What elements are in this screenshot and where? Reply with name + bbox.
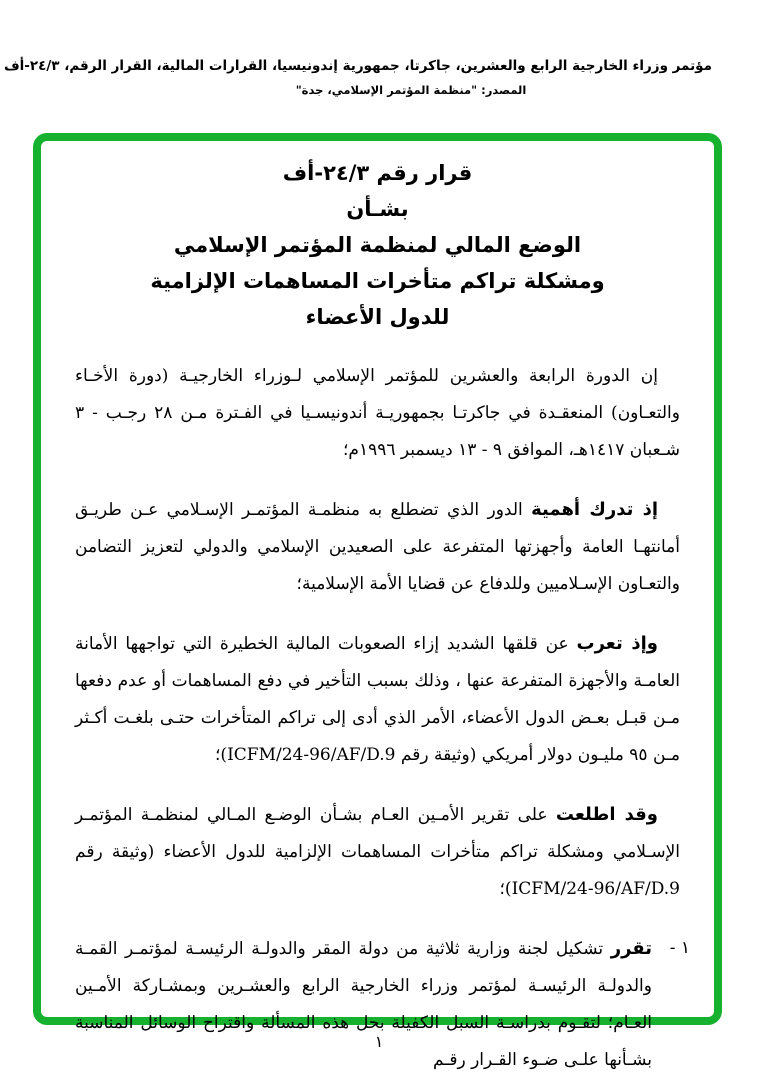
clause-text-block xyxy=(75,930,652,1078)
paragraph-lead: إذ تدرك أهمية xyxy=(531,499,658,520)
paragraph-lead: وقد اطلعت xyxy=(555,804,658,825)
title-line-subject-2: ومشكلة تراكم متأخرات المساهمات الإلزامية xyxy=(150,269,605,293)
preamble-paragraph-importance xyxy=(75,491,680,603)
title-line-regarding: بشـأن xyxy=(346,197,409,221)
header-citation-line: مؤتمر وزراء الخارجية الرابع والعشرين، جاكرتا، جمهورية إندونيسيا، القرارات المالية، القرار الرقم، ٢٤/٣-أف xyxy=(3,58,712,74)
preamble-paragraph-concern xyxy=(75,625,680,774)
preamble-paragraph-session xyxy=(75,357,680,469)
preamble-paragraph-report xyxy=(75,796,680,908)
paragraph-text: الدور الذي تضطلع به منظمـة المؤتمـر الإسـلامي عـن طريـق أمانتهـا العامة وأجهزتها المتفرعة على الصعيدين الإسلامي والدولي لتعزيز التضامن والتعـاون الإسـلاميين وللدفاع عن قضايا الأمة الإسلامية؛ xyxy=(75,500,680,594)
paragraph-lead: وإذ تعرب xyxy=(576,633,658,654)
title-line-number: قرار رقم ٢٤/٣-أف xyxy=(282,161,473,185)
page-number: ١ xyxy=(374,1032,384,1051)
clause-text: تشكيل لجنة وزارية ثلاثية من دولة المقر والدولـة الرئيسـة لمؤتمـر القمـة والدولـة الرئيسـة لمؤتمر وزراء الخارجية الرابع والعشـرين وبمشـاركة الأمـين العـام؛ لتقـوم بدراسـة السبل الكفيلة بحل هذه المسألة واقتراح الوسائل المناسبة بشـأنها علـى ضـوء القـرار رقـم xyxy=(75,939,652,1070)
header-source-line: المصدر: "منظمة المؤتمر الإسلامي، جدة" xyxy=(295,83,527,97)
paragraph-text: عن قلقها الشديد إزاء الصعوبات المالية الخطيرة التي تواجهها الأمانة العامـة والأجهزة المتفرعة عنها ، وذلك بسبب التأخير في دفع المساهمات أو عدم دفعها مـن قبـل بعـض الدول الأعضاء، الأمر الذي أدى إلى تراكم المتأخرات حتـى بلغـت أكـثر مـن ٩٥ مليـون دولار أمريكي (وثيقة رقم ICFM/24-96/AF/D.9)؛ xyxy=(75,634,680,765)
operative-clause-1 xyxy=(75,930,690,1078)
green-border-frame xyxy=(33,133,722,1070)
title-line-subject-1: الوضع المالي لمنظمة المؤتمر الإسلامي xyxy=(173,233,582,257)
frame-content xyxy=(41,141,714,1078)
document-header xyxy=(3,54,712,99)
title-line-subject-3: للدول الأعضاء xyxy=(305,305,450,329)
clause-lead: تقرر xyxy=(610,938,652,959)
paragraph-text: على تقرير الأمـين العـام بشـأن الوضـع المـالي لمنظمـة المؤتمـر الإسـلامي ومشكلة تراكم متأخرات المساهمات الإلزامية للدول الأعضاء (وثيقة رقم ICFM/24-96/AF/D.9)؛ xyxy=(75,805,680,899)
clause-number: ١ - xyxy=(669,938,690,958)
paragraph-text: إن الدورة الرابعة والعشرين للمؤتمر الإسلامي لـوزراء الخارجيـة (دورة الأخـاء والتعـاون) المنعقـدة في جاكرتـا بجمهوريـة أندونيسـيا في الفـترة مـن ٢٨ رجـب - ٣ شـعبان ١٤١٧هـ، الموافق ٩ - ١٣ ديسمبر ١٩٩٦م؛ xyxy=(75,366,680,460)
resolution-title xyxy=(75,155,680,335)
